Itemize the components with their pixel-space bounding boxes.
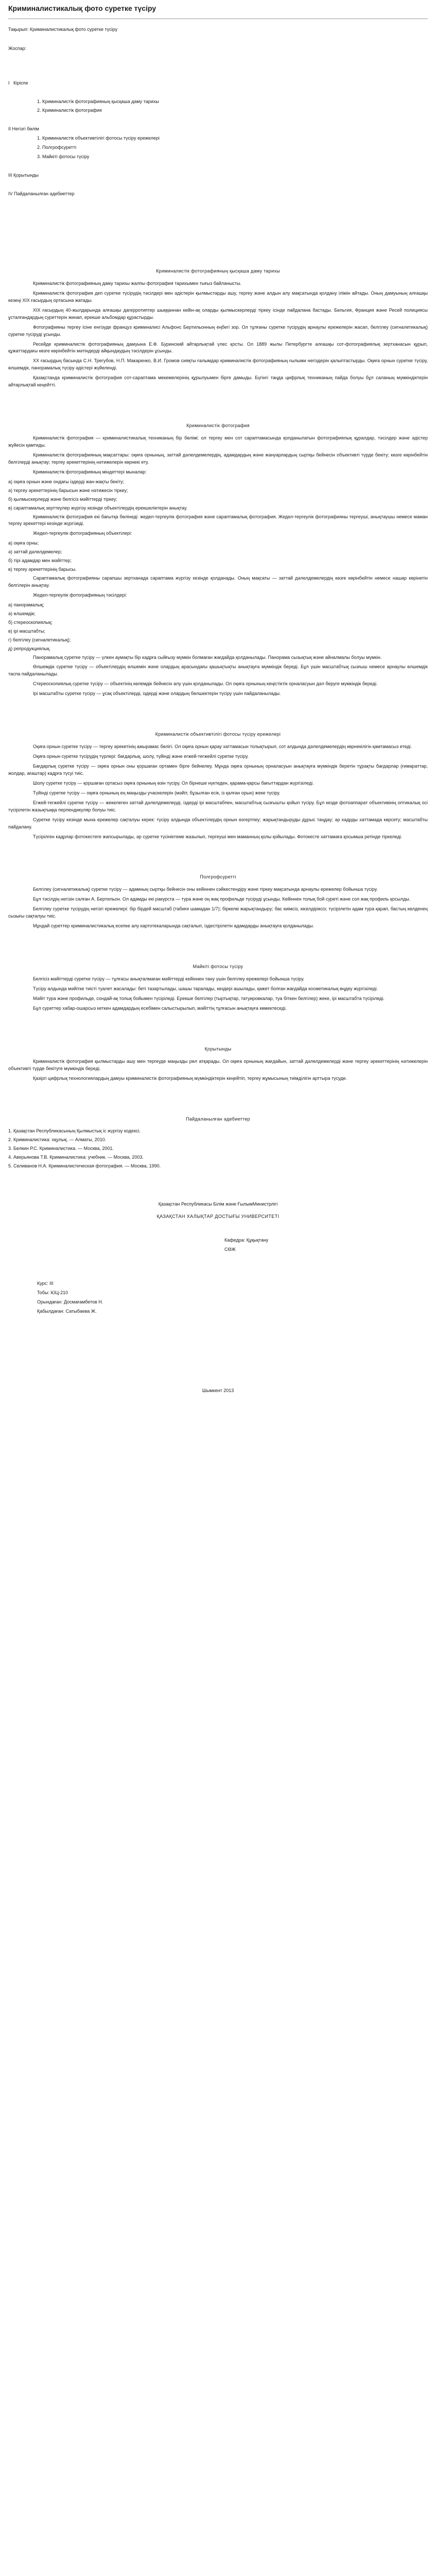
paragraph: Бұл тәсілдің негізін салған А. Бертильон. Ол адамды екі ракурста — тура және оң жақ профильде түсіруді ұсынды. Кейіннен толық бой суреті және сол жақ профиль қосылды. xyxy=(33,896,411,902)
cover-page xyxy=(8,1201,428,1394)
toc-part1-item-2: 2. Криминалистік фотография xyxy=(37,108,102,113)
paragraph: Белгілеу суретке түсірудің негізгі ережелері: бір бірдей масштаб (табиғи шамадан 1/7); біркелкі жарықтандыру; бас киімсіз, көзілдіріксіз; түсірілетін адам тура қарап, бастың көлденең сызығы сақталуы тиіс. xyxy=(8,906,428,919)
cover-city-year: Шымкент 2013 xyxy=(202,1387,234,1393)
conclusion-body xyxy=(8,1058,428,1082)
paragraph: Оқиға орнын суретке түсіру — тергеу әрекетінің ажырамас бөлігі. Ол оқиға орнын қарау хаттамасын толықтырып, сот алдында дәлелдемелердің көрнекілігін қамтамасыз етеді. xyxy=(33,744,412,750)
list-item: а) оқиға орнын және ондағы іздерді жан-жақты бекіту; xyxy=(8,479,125,484)
paragraph: XX ғасырдың басында С.Н. Трегубов, Н.П. Макаренко, В.И. Громов сияқты ғалымдар криминалистік фотографияның ғылыми негіздерін қалыптастырды. Оқиға орнын суретке түсіру, өлшемдік, панорамалық түсіру әдістері жүйеленді. xyxy=(8,358,428,371)
paragraph: Криминалистік фотография қылмыстарды ашу мен тергеуде маңызды рөл атқарады. Ол оқиға орнының жағдайын, заттай дәлелдемелерді және тергеу әрекеттерінің нәтижелерін объективті түрде бекітуге мүмкіндік береді. xyxy=(8,1058,428,1071)
section-body xyxy=(8,743,428,840)
list-item: ә) тергеу әрекеттерінің барысын және нәтижесін тіркеу; xyxy=(8,487,128,493)
list-item: в) сараптамалық зерттеулер жүргізу кезінде объектілердің ерекшеліктерін анықтау. xyxy=(8,505,188,511)
paragraph: Бұл суреттер хабар-ошарсыз кеткен адамдардың есебімен салыстырылып, мәйіттің тұлғасын анықтауға көмектеседі. xyxy=(33,1005,287,1011)
section-body xyxy=(8,435,428,698)
paragraph: Криминалистік фотография деп суретке түсірудің тәсілдері мен әдістерін қылмыстарды ашу, тергеу және алдын алу мақсатында қолдану ілімін айтады. Оның дамуының алғашқы кезеңі XIX ғасырдың ортасына жатады. xyxy=(8,290,428,303)
list-item: б) қылмыскерлерді және белгісіз мәйіттерді тіркеу; xyxy=(8,496,117,502)
paragraph: Түсірілген кадрлар фотокестеге жапсырылады, әр суретке түсініктеме жазылып, тергеуші мен маманның қолы қойылады. Фотокесте хаттамаға қосымша ретінде тіркеледі. xyxy=(33,834,403,839)
cover-department: Кафедра: Құқықтану xyxy=(224,1238,269,1243)
paragraph: Түсіру алдында мәйітке тиісті туалет жасалады: беті тазартылады, шашы таралады, көздері ашылады, қажет болған жағдайда косметикалық өңдеу жүргізіледі. xyxy=(33,986,378,991)
toc-part2-item-3: 3. Майкіті фотосы түсіру xyxy=(37,154,90,160)
reference-item: 5. Селиванов Н.А. Криминалистическая фотография. — Москва, 1990. xyxy=(8,1163,161,1169)
cover-course: Курс: III xyxy=(37,1280,54,1286)
cover-student: Орындаған: Досмағамбетов Н. xyxy=(37,1299,103,1304)
paragraph: Фотографияны тергеу ісіне енгізуде француз криминалисі Альфонс Бертильонның еңбегі зор. Ол тұлғаны суретке түсірудің арнаулы ережелерін жасап, белгілеу (сигналетикалық) суретке түсіруді ұсынды. xyxy=(8,324,428,337)
reference-item: 2. Криминалистика: оқулық. — Алматы, 2010. xyxy=(8,1137,107,1143)
paragraph: Мәйіт тура және профильде, сондай-ақ толық бойымен түсіріледі. Ерекше белгілер (тыртықтар, татуировкалар, туа біткен белгілер) жеке, ірі масштабта түсіріледі. xyxy=(33,995,385,1001)
paragraph: Ресейде криминалистік фотографияның дамуына Е.Ф. Буринский айтарлықтай үлес қосты. Ол 1889 жылы Петербургте алғашқы сот-фотографиялық зертханасын құрып, құжаттардағы көзге көрінбейтін мәтіндерді айқындаудың тәсілдерін ұсынды. xyxy=(8,341,428,354)
paragraph: Криминалистік фотография — криминалистикалық техниканың бір бөлімі; ол тергеу мен сот сараптамасында қолданылатын фотографиялық құралдар, тәсілдер және әдістер жүйесін қамтиды. xyxy=(8,435,428,448)
paragraph: XIX ғасырдың 40-жылдарында алғашқы дагерротиптер шыққаннан кейін-ақ оларды қылмыскерлерді тіркеу ісінде пайдалана бастады. Бельгия, Франция және Ресей полициясы ұсталғандардың суреттерін жинап, ерекше альбомдар құрастырды. xyxy=(8,307,428,320)
paragraph: Криминалистік фотографияның мақсаттары: оқиға орнының, заттай дәлелдемелердің, адамдардың және жануарлардың сыртқы бейнесін объективті түрде бекіту; көзге көрінбейтін белгілерді анықтау; тергеу әрекеттерінің нәтижелерін көрнекі ету. xyxy=(8,452,428,465)
list-item: б) стереоскопиялық; xyxy=(8,619,53,625)
section-heading: Майкіті фотосы түсіру xyxy=(193,964,243,970)
paragraph: Шолу суретке түсіру — қоршаған ортасыз оқиға орнының өзін түсіру. Ол бірнеше нүктеден, қарама-қарсы бағыттардан жүргізіледі. xyxy=(33,780,314,786)
paragraph: Сараптамалық фотографияны сарапшы зертханада сараптама жүргізу кезінде қолданады. Оның мақсаты — заттай дәлелдемелердің көзге көрінбейтін немесе нашар көрінетін белгілерін анықтау. xyxy=(8,575,428,588)
references-list xyxy=(8,1128,428,1170)
list-item: ә) заттай дәлелдемелер; xyxy=(8,549,62,555)
cover-group: Тобы: ЮЦ-210 xyxy=(37,1290,68,1295)
list-item: а) панорамалық; xyxy=(8,602,44,607)
toc-references: IV Пайдаланылған әдебиеттер xyxy=(8,191,75,197)
section-heading: Криминалистік объективтілігі фотосы түсіру ережелері xyxy=(155,732,281,737)
paragraph: Стереоскопиялық суретке түсіру — объектінің көлемдік бейнесін алу үшін қолданылады. Ол оқиға орнының кеңістіктік орналасуын дәл беруге мүмкіндік береді. xyxy=(33,681,378,687)
toc-intro: I Кіріспе xyxy=(8,80,28,86)
section-body xyxy=(8,280,428,389)
paragraph: Қазіргі цифрлық технологиялардың дамуы криминалистік фотографияның мүмкіндіктерін кеңейтіп, тергеу жұмысының тиімділігін арттыра түсуде. xyxy=(33,1075,347,1081)
paragraph: Панорамалық суретке түсіру — үлкен аумақты бір кадрға сыйғызу мүмкін болмаған жағдайда қолданылады. Панорама сызықтық және айналмалы болуы мүмкін. xyxy=(33,654,382,660)
paragraph: Түйінді суретке түсіру — оқиға орнының ең маңызды учаскелерін (мәйіт, бұзылған есік, із қалған орын) жеке түсіру. xyxy=(33,790,281,795)
paragraph: Криминалистік фотографияның міндеттері мыналар: xyxy=(33,469,147,474)
document-page xyxy=(8,3,428,1395)
reference-item: 3. Белкин Р.С. Криминалистика. — Москва, 2001. xyxy=(8,1146,114,1151)
list-item: в) ірі масштабты; xyxy=(8,628,45,634)
list-item: а) оқиға орны; xyxy=(8,540,39,546)
cover-ministry: Қазақстан Республикасы Білім және ҒылымМинистрлігі xyxy=(158,1201,278,1207)
list-item: в) тергеу әрекеттерінің барысы. xyxy=(8,567,77,572)
paragraph: Егжей-тегжейлі суретке түсіру — жекелеген заттай дәлелдемелерді, іздерді ірі масштабпен, масштабтық сызғышты қойып түсіру. Бұл кезде фотоаппарат объективінің оптикалық осі түсірілетін жазықтыққа перпендикуляр болуы тиіс. xyxy=(8,800,428,812)
paragraph: Бағдарлық суретке түсіру — оқиға орнын оны қоршаған ортамен бірге бейнелеу. Мұнда оқиға орнының орналасуын анықтауға мүмкіндік беретін тұрақты бағдарлар (ғимараттар, жолдар, ағаштар) кадрға түсуі тиіс. xyxy=(8,764,428,776)
document-title: Криминалистикалық фото суретке түсіру xyxy=(8,4,156,12)
plan-label: Жоспар: xyxy=(8,45,27,51)
paragraph: Өлшемдік суретке түсіру — объектілердің өлшемін және олардың арасындағы қашықтықты анықтауға мүмкіндік береді. Бұл үшін масштабтық сызғыш немесе арнаулы өлшемдік таспа пайдаланылады. xyxy=(8,664,428,677)
section-heading: Криминалистік фотографияның қысқаша даму тарихы xyxy=(156,268,280,274)
paragraph: Ірі масштабты суретке түсіру — ұсақ объектілерді, іздерді және олардың бөлшектерін түсіру үшін пайдаланылады. xyxy=(33,691,281,697)
paragraph: Криминалистік фотографияның даму тарихы жалпы фотография тарихымен тығыз байланысты. xyxy=(33,280,242,286)
paragraph: Оқиға орнын суретке түсірудің түрлері: бағдарлық, шолу, түйінді және егжей-тегжейлі суретке түсіру. xyxy=(33,754,249,759)
toc-part2-item-2: 2. Полгрофсуреттi xyxy=(37,145,77,150)
paragraph: Белгісіз мәйіттерді суретке түсіру — тұлғасы анықталмаған мәйіттерді кейіннен тану үшін белгілеу ережелері бойынша түсіру. xyxy=(33,976,305,981)
paragraph: Мұндай суреттер криминалистикалық есепке алу картотекаларында сақталып, іздестірілетін адамдарды анықтауға қолданылады. xyxy=(33,923,314,929)
cover-university: ҚАЗАҚСТАН ХАЛЫҚТАР ДОСТЫҒЫ УНИВЕРСИТЕТІ xyxy=(156,1214,280,1219)
section-heading: Полгрофсуреттi xyxy=(200,874,236,880)
toc-topic: Тақырып: Криминалистикалық фото суретке түсіру xyxy=(8,26,118,32)
toc-main: II Негізгі бөлім xyxy=(8,126,39,132)
toc-part2-item-1: 1. Криминалистік объективтілігі фотосы түсіру ережелері xyxy=(37,135,160,141)
toc-part1-item-1: 1. Криминалистік фотографияның қысқаша даму тарихы xyxy=(37,98,159,104)
cover-work-type: СӨЖ xyxy=(224,1246,236,1252)
conclusion-heading: Қорытынды xyxy=(204,1046,232,1052)
paragraph: Жедел-тергеулік фотографияның тәсілдері: xyxy=(33,592,127,598)
reference-item: 4. Аверьянова Т.В. Криминалистика: учебник. — Москва, 2003. xyxy=(8,1155,144,1160)
paragraph: Суретке түсіру кезінде мына ережелер сақталуы керек: түсіру алдында объектілердің орнын өзгертпеу; жарықтандыруды дұрыс таңдау; әр кадрды хаттамада көрсету; масштабты пайдалану. xyxy=(8,817,428,829)
reference-item: 1. Қазақстан Республикасының Қылмыстық іс жүргізу кодексі. xyxy=(8,1128,141,1134)
list-item: ә) өлшемдік; xyxy=(8,611,36,616)
paragraph: Жедел-тергеулік фотографияның объектілері: xyxy=(33,531,132,536)
section-body xyxy=(8,886,428,930)
references-heading: Пайдаланылған әдебиеттер xyxy=(186,1116,250,1122)
cover-teacher: Қабылдаған: Сатыбаева Ж. xyxy=(37,1308,97,1314)
toc-conclusion: III Қорытынды xyxy=(8,173,39,178)
section-heading: Криминалистік фотография xyxy=(186,423,250,429)
list-item: д) репродукциялық. xyxy=(8,646,51,651)
paragraph: Криминалистік фотография екі бағытқа бөлінеді: жедел-тергеулік фотография және сараптамалық фотография. Жедел-тергеулік фотографияны тергеуші, анықтаушы немесе маман тергеу әрекеттері кезінде жүргізеді. xyxy=(8,514,428,527)
section-body xyxy=(8,976,428,1012)
paragraph: Белгілеу (сигналетикалық) суретке түсіру — адамның сыртқы бейнесін оны кейіннен сәйкестендіру және тіркеу мақсатында арнаулы ережелер бойынша түсіру. xyxy=(33,887,378,892)
paragraph: Қазақстанда криминалистік фотография сот-сараптама мекемелерінің құрылуымен бірге дамыды. Бүгінгі таңда цифрлық техниканың пайда болуы бұл саланың мүмкіндіктерін айтарлықтай кеңейтті. xyxy=(8,375,428,388)
list-item: б) тірі адамдар мен мәйіттер; xyxy=(8,558,72,564)
list-item: г) белгілеу (сигналетикалық); xyxy=(8,637,71,642)
